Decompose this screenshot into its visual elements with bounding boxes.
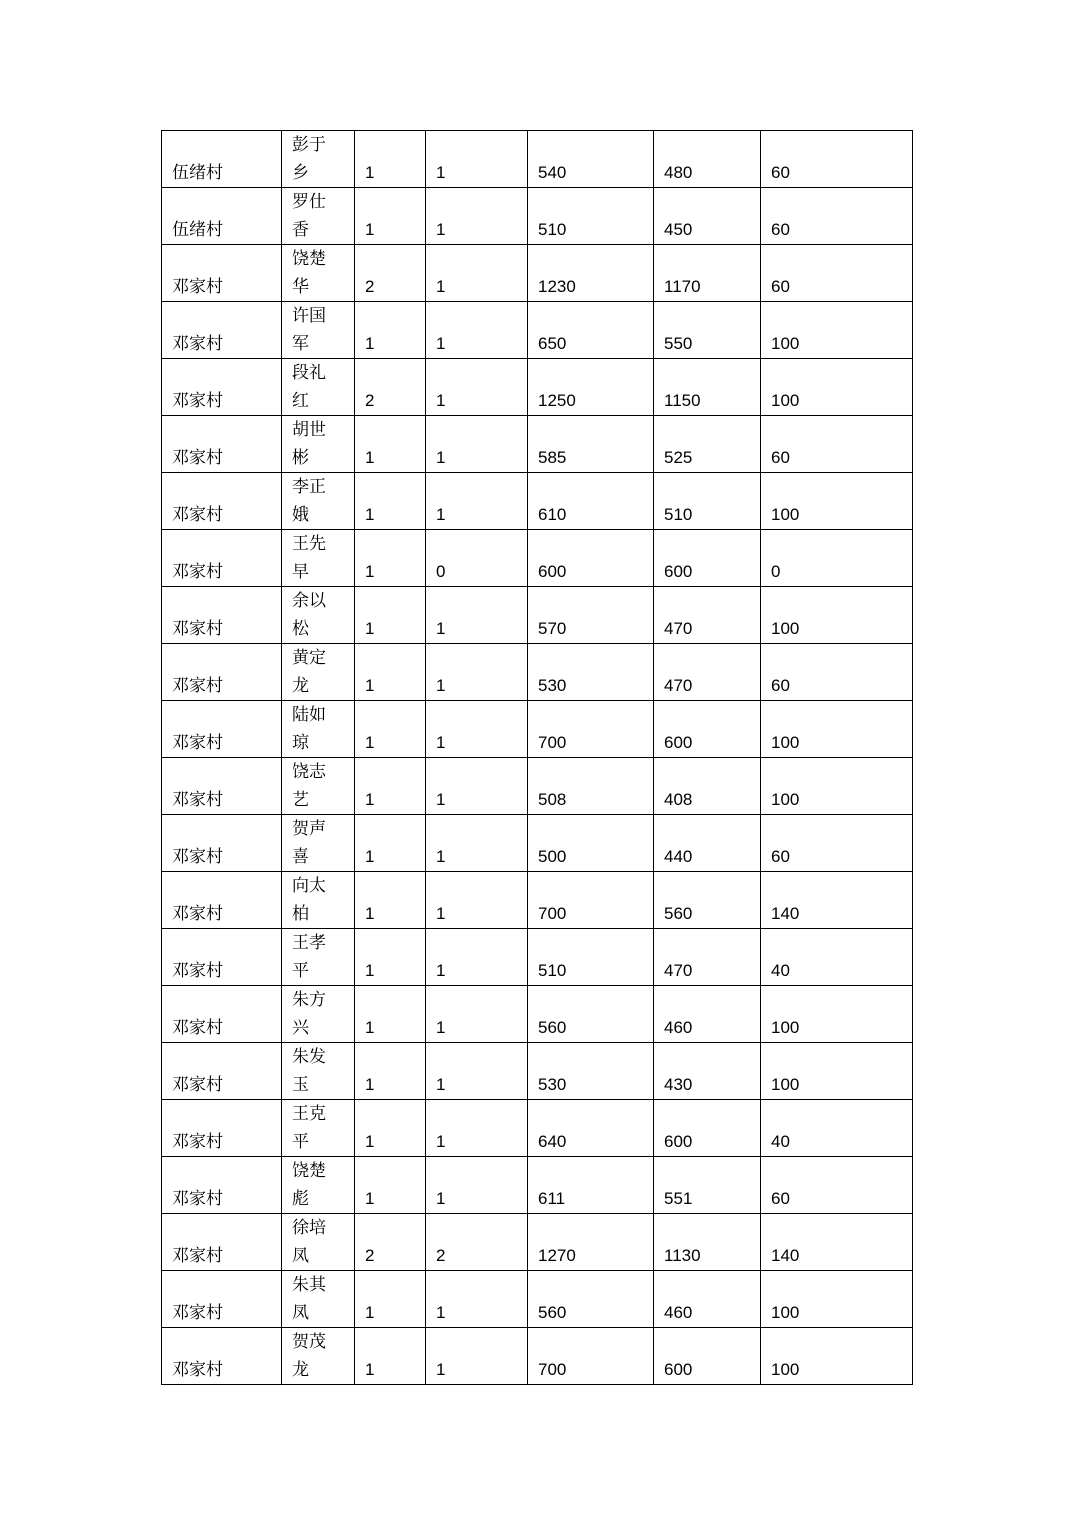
- data-table: [161, 130, 913, 1385]
- village-cell: 邓家村: [162, 1271, 282, 1328]
- count-cell-2: 1: [426, 188, 528, 245]
- amount-cell-1: 560: [528, 1271, 654, 1328]
- count-cell-1: 1: [355, 530, 426, 587]
- amount-cell-2: 460: [654, 986, 761, 1043]
- village-cell: 邓家村: [162, 701, 282, 758]
- amount-cell-2: 1150: [654, 359, 761, 416]
- table-row: [162, 1100, 913, 1157]
- village-cell: 邓家村: [162, 1100, 282, 1157]
- count-cell-2: 2: [426, 1214, 528, 1271]
- table-row: [162, 929, 913, 986]
- amount-cell-1: 508: [528, 758, 654, 815]
- name-cell: [282, 758, 355, 815]
- village-cell: 邓家村: [162, 758, 282, 815]
- amount-cell-2: 560: [654, 872, 761, 929]
- count-cell-1: 1: [355, 1328, 426, 1385]
- village-cell: 邓家村: [162, 359, 282, 416]
- person-name: 王先早: [292, 534, 326, 582]
- amount-cell-1: 560: [528, 986, 654, 1043]
- table-row: [162, 188, 913, 245]
- name-cell: [282, 416, 355, 473]
- table-row: [162, 587, 913, 644]
- name-cell: [282, 359, 355, 416]
- count-cell-1: 1: [355, 701, 426, 758]
- amount-cell-2: 551: [654, 1157, 761, 1214]
- table-row: [162, 245, 913, 302]
- name-cell: [282, 701, 355, 758]
- amount-cell-2: 470: [654, 929, 761, 986]
- amount-cell-3: 100: [761, 758, 913, 815]
- amount-cell-1: 540: [528, 131, 654, 188]
- count-cell-2: 1: [426, 1100, 528, 1157]
- amount-cell-2: 470: [654, 644, 761, 701]
- table-row: [162, 872, 913, 929]
- person-name: 朱方兴: [292, 990, 326, 1038]
- amount-cell-3: 60: [761, 188, 913, 245]
- person-name: 朱发玉: [292, 1047, 326, 1095]
- village-cell: 邓家村: [162, 929, 282, 986]
- name-cell: [282, 1214, 355, 1271]
- amount-cell-2: 600: [654, 530, 761, 587]
- table-row: [162, 1157, 913, 1214]
- count-cell-1: 1: [355, 416, 426, 473]
- table-row: [162, 473, 913, 530]
- amount-cell-1: 1230: [528, 245, 654, 302]
- name-cell: [282, 302, 355, 359]
- table-row: [162, 1043, 913, 1100]
- amount-cell-1: 510: [528, 929, 654, 986]
- count-cell-2: 1: [426, 1271, 528, 1328]
- count-cell-2: 1: [426, 644, 528, 701]
- name-cell: [282, 1100, 355, 1157]
- person-name: 饶楚华: [292, 249, 326, 297]
- count-cell-1: 1: [355, 644, 426, 701]
- amount-cell-1: 640: [528, 1100, 654, 1157]
- name-cell: [282, 644, 355, 701]
- amount-cell-3: 60: [761, 416, 913, 473]
- amount-cell-3: 100: [761, 986, 913, 1043]
- village-cell: 伍绪村: [162, 131, 282, 188]
- name-cell: [282, 986, 355, 1043]
- person-name: 王克平: [292, 1104, 326, 1152]
- name-cell: [282, 530, 355, 587]
- count-cell-1: 1: [355, 1157, 426, 1214]
- amount-cell-2: 600: [654, 701, 761, 758]
- amount-cell-1: 1270: [528, 1214, 654, 1271]
- count-cell-2: 1: [426, 245, 528, 302]
- amount-cell-1: 500: [528, 815, 654, 872]
- amount-cell-3: 60: [761, 131, 913, 188]
- person-name: 李正娥: [292, 477, 326, 525]
- village-cell: 邓家村: [162, 473, 282, 530]
- amount-cell-1: 510: [528, 188, 654, 245]
- count-cell-2: 1: [426, 929, 528, 986]
- amount-cell-3: 140: [761, 1214, 913, 1271]
- name-cell: [282, 1043, 355, 1100]
- amount-cell-2: 600: [654, 1100, 761, 1157]
- amount-cell-1: 611: [528, 1157, 654, 1214]
- village-cell: 伍绪村: [162, 188, 282, 245]
- amount-cell-1: 1250: [528, 359, 654, 416]
- person-name: 黄定龙: [292, 648, 326, 696]
- table-row: [162, 131, 913, 188]
- village-cell: 邓家村: [162, 245, 282, 302]
- count-cell-1: 2: [355, 245, 426, 302]
- amount-cell-3: 60: [761, 1157, 913, 1214]
- amount-cell-3: 100: [761, 473, 913, 530]
- table-row: [162, 644, 913, 701]
- name-cell: [282, 872, 355, 929]
- amount-cell-2: 550: [654, 302, 761, 359]
- person-name: 王孝平: [292, 933, 326, 981]
- count-cell-2: 1: [426, 1043, 528, 1100]
- village-cell: 邓家村: [162, 986, 282, 1043]
- count-cell-2: 1: [426, 701, 528, 758]
- name-cell: [282, 1271, 355, 1328]
- amount-cell-2: 430: [654, 1043, 761, 1100]
- village-cell: 邓家村: [162, 1157, 282, 1214]
- table-row: [162, 1271, 913, 1328]
- person-name: 余以松: [292, 591, 326, 639]
- count-cell-1: 1: [355, 1043, 426, 1100]
- amount-cell-2: 1170: [654, 245, 761, 302]
- table-row: [162, 758, 913, 815]
- amount-cell-2: 510: [654, 473, 761, 530]
- count-cell-1: 1: [355, 758, 426, 815]
- name-cell: [282, 815, 355, 872]
- amount-cell-3: 40: [761, 929, 913, 986]
- name-cell: [282, 131, 355, 188]
- amount-cell-2: 525: [654, 416, 761, 473]
- table-row: [162, 530, 913, 587]
- count-cell-2: 1: [426, 473, 528, 530]
- amount-cell-1: 650: [528, 302, 654, 359]
- amount-cell-3: 100: [761, 1328, 913, 1385]
- count-cell-1: 1: [355, 929, 426, 986]
- count-cell-2: 1: [426, 302, 528, 359]
- count-cell-2: 1: [426, 1157, 528, 1214]
- village-cell: 邓家村: [162, 1043, 282, 1100]
- amount-cell-2: 408: [654, 758, 761, 815]
- person-name: 饶楚彪: [292, 1161, 326, 1209]
- amount-cell-1: 700: [528, 872, 654, 929]
- amount-cell-3: 100: [761, 359, 913, 416]
- person-name: 陆如琼: [292, 705, 326, 753]
- amount-cell-3: 100: [761, 1271, 913, 1328]
- village-cell: 邓家村: [162, 872, 282, 929]
- amount-cell-2: 600: [654, 1328, 761, 1385]
- amount-cell-3: 100: [761, 1043, 913, 1100]
- table-body: [162, 131, 913, 1385]
- amount-cell-2: 450: [654, 188, 761, 245]
- village-cell: 邓家村: [162, 587, 282, 644]
- count-cell-1: 1: [355, 1271, 426, 1328]
- table-row: [162, 1328, 913, 1385]
- count-cell-1: 1: [355, 302, 426, 359]
- count-cell-2: 1: [426, 986, 528, 1043]
- person-name: 朱其凤: [292, 1275, 326, 1323]
- count-cell-1: 1: [355, 872, 426, 929]
- village-cell: 邓家村: [162, 530, 282, 587]
- name-cell: [282, 1328, 355, 1385]
- amount-cell-1: 600: [528, 530, 654, 587]
- amount-cell-2: 460: [654, 1271, 761, 1328]
- name-cell: [282, 473, 355, 530]
- amount-cell-3: 60: [761, 644, 913, 701]
- name-cell: [282, 929, 355, 986]
- village-cell: 邓家村: [162, 1328, 282, 1385]
- name-cell: [282, 1157, 355, 1214]
- table-row: [162, 416, 913, 473]
- count-cell-1: 1: [355, 587, 426, 644]
- amount-cell-3: 60: [761, 815, 913, 872]
- count-cell-2: 1: [426, 1328, 528, 1385]
- person-name: 彭于乡: [292, 135, 326, 183]
- village-cell: 邓家村: [162, 1214, 282, 1271]
- person-name: 许国军: [292, 306, 326, 354]
- amount-cell-1: 530: [528, 1043, 654, 1100]
- count-cell-1: 2: [355, 359, 426, 416]
- amount-cell-2: 1130: [654, 1214, 761, 1271]
- person-name: 饶志艺: [292, 762, 326, 810]
- count-cell-2: 1: [426, 587, 528, 644]
- count-cell-1: 1: [355, 473, 426, 530]
- name-cell: [282, 245, 355, 302]
- count-cell-2: 1: [426, 815, 528, 872]
- count-cell-2: 1: [426, 131, 528, 188]
- table-row: [162, 815, 913, 872]
- count-cell-1: 1: [355, 815, 426, 872]
- amount-cell-3: 60: [761, 245, 913, 302]
- count-cell-2: 1: [426, 359, 528, 416]
- village-cell: 邓家村: [162, 815, 282, 872]
- count-cell-1: 1: [355, 188, 426, 245]
- amount-cell-1: 585: [528, 416, 654, 473]
- amount-cell-1: 700: [528, 1328, 654, 1385]
- amount-cell-3: 100: [761, 587, 913, 644]
- count-cell-2: 0: [426, 530, 528, 587]
- person-name: 胡世彬: [292, 420, 326, 468]
- person-name: 段礼红: [292, 363, 326, 411]
- amount-cell-1: 610: [528, 473, 654, 530]
- count-cell-2: 1: [426, 872, 528, 929]
- person-name: 徐培凤: [292, 1218, 326, 1266]
- village-cell: 邓家村: [162, 302, 282, 359]
- amount-cell-1: 700: [528, 701, 654, 758]
- count-cell-1: 1: [355, 131, 426, 188]
- person-name: 贺茂龙: [292, 1332, 326, 1380]
- amount-cell-3: 140: [761, 872, 913, 929]
- amount-cell-1: 570: [528, 587, 654, 644]
- person-name: 向太柏: [292, 876, 326, 924]
- village-cell: 邓家村: [162, 644, 282, 701]
- amount-cell-3: 100: [761, 701, 913, 758]
- count-cell-2: 1: [426, 758, 528, 815]
- amount-cell-2: 440: [654, 815, 761, 872]
- count-cell-1: 1: [355, 1100, 426, 1157]
- count-cell-2: 1: [426, 416, 528, 473]
- person-name: 罗仕香: [292, 192, 326, 240]
- amount-cell-3: 100: [761, 302, 913, 359]
- count-cell-1: 1: [355, 986, 426, 1043]
- village-cell: 邓家村: [162, 416, 282, 473]
- amount-cell-1: 530: [528, 644, 654, 701]
- amount-cell-3: 40: [761, 1100, 913, 1157]
- amount-cell-3: 0: [761, 530, 913, 587]
- table-row: [162, 302, 913, 359]
- table-row: [162, 701, 913, 758]
- table-row: [162, 1214, 913, 1271]
- person-name: 贺声喜: [292, 819, 326, 867]
- name-cell: [282, 587, 355, 644]
- amount-cell-2: 470: [654, 587, 761, 644]
- amount-cell-2: 480: [654, 131, 761, 188]
- count-cell-1: 2: [355, 1214, 426, 1271]
- table-row: [162, 359, 913, 416]
- name-cell: [282, 188, 355, 245]
- table-row: [162, 986, 913, 1043]
